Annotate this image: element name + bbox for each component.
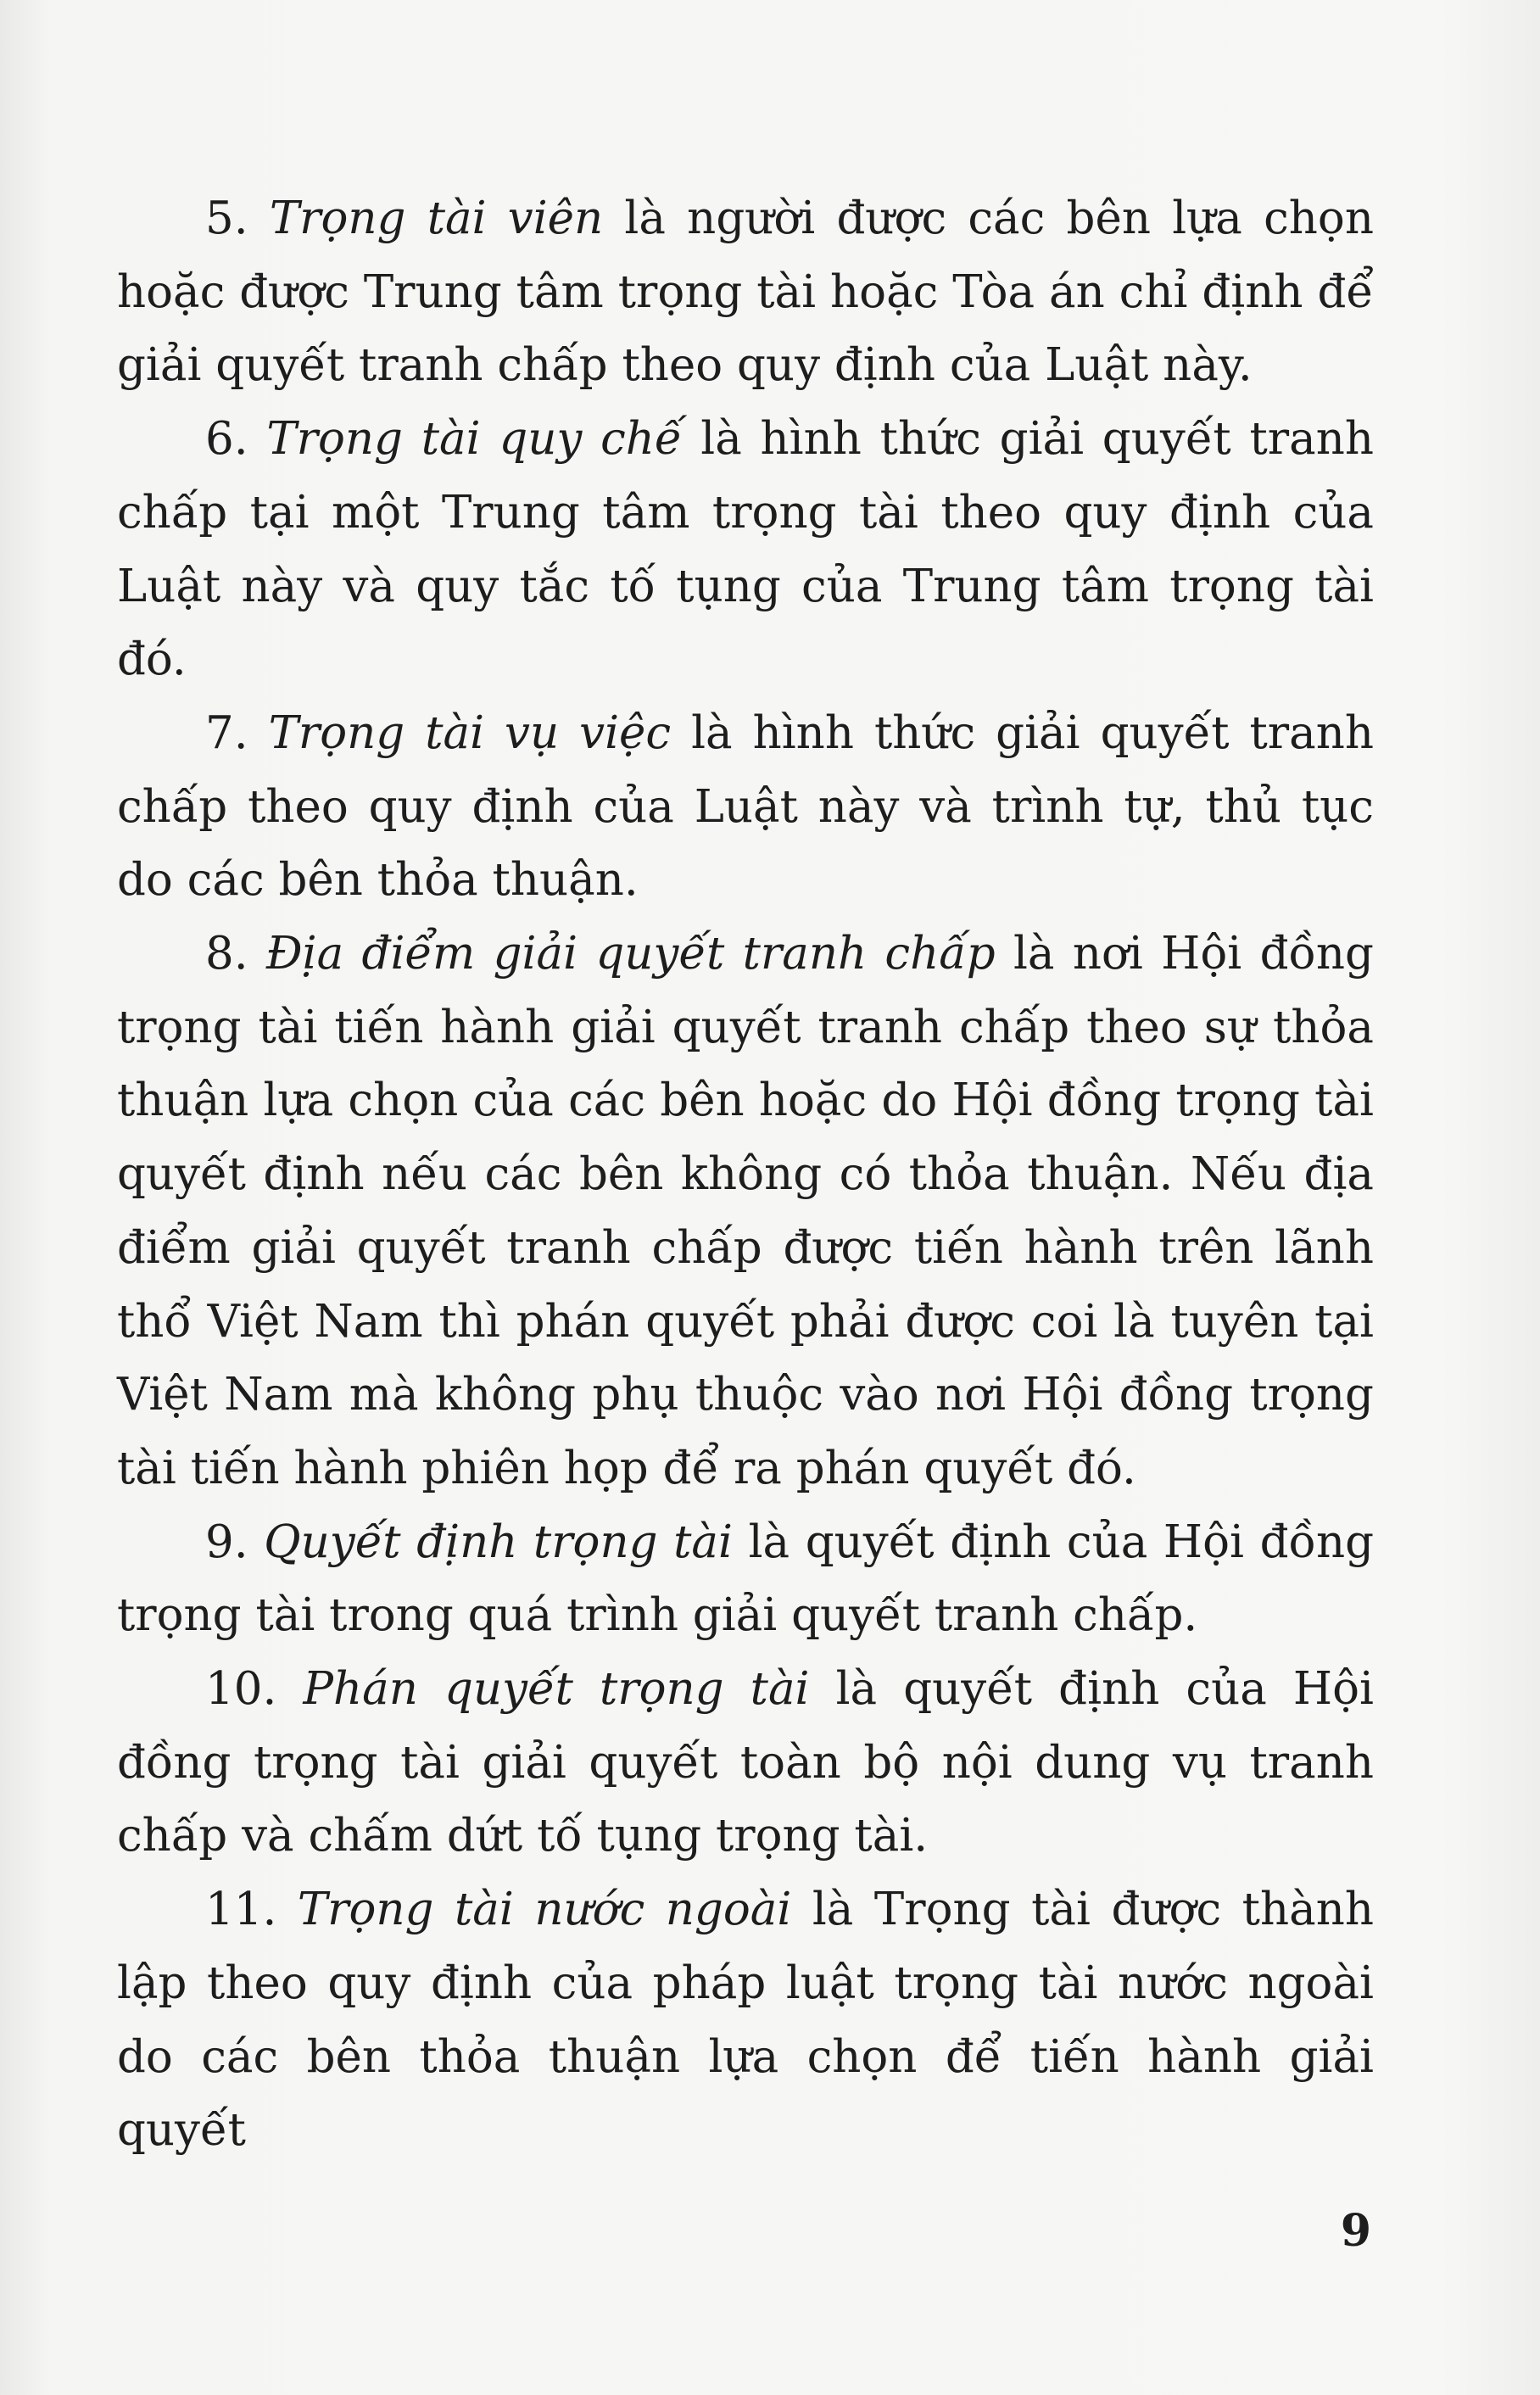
page-number: 9 [1340,2205,1372,2257]
definition-text: là nơi Hội đồng trọng tài tiến hành giải quyết tranh chấp theo sự thỏa thuận lựa chọn của các bên hoặc do Hội đồng trọng tài quyết định nếu các bên không có thỏa thuận. Nếu địa điểm giải quyết tranh chấp được tiến hành trên lãnh thổ Việt Nam thì phán quyết phải được coi là tuyên tại Việt Nam mà không phụ thuộc vào nơi Hội đồng trọng tài tiến hành phiên họp để ra phán quyết đó. [117,928,1374,1494]
definition-10 [117,1653,1374,1873]
definition-term: Địa điểm giải quyết tranh chấp [265,928,996,980]
definition-text: là quyết định của Hội đồng trọng tài trong quá trình giải quyết tranh chấp. [117,1516,1375,1642]
definition-9 [117,1506,1374,1653]
definition-5 [117,182,1374,403]
definition-term: Trọng tài nước ngoài [297,1884,792,1936]
definition-number: 5. [205,193,248,244]
definition-8 [117,918,1374,1506]
definition-number: 6. [205,413,248,466]
definition-text: là hình thức giải quyết tranh chấp theo quy định của Luật này và trình tự, thủ tục do các bên thỏa thuận. [117,706,1374,907]
definition-number: 7. [205,706,248,759]
definition-number: 10. [205,1663,277,1716]
definition-number: 11. [205,1884,277,1936]
definition-number: 8. [205,928,248,980]
definition-term: Trọng tài quy chế [266,413,683,466]
definitions-text [117,182,1374,2168]
definition-term: Trọng tài vụ việc [268,706,672,759]
definition-text: là người được các bên lựa chọn hoặc được Trung tâm trọng tài hoặc Tòa án chỉ định để giải quyết tranh chấp theo quy định của Luật này. [117,193,1374,392]
definition-term: Phán quyết trọng tài [303,1663,810,1716]
definition-text: là Trọng tài được thành lập theo quy định của pháp luật trọng tài nước ngoài do các bên thỏa thuận lựa chọn để tiến hành giải quyết [117,1884,1374,2157]
definition-term: Quyết định trọng tài [264,1516,733,1568]
definition-number: 9. [205,1516,248,1568]
definition-11 [117,1873,1374,2168]
definition-text: là quyết định của Hội đồng trọng tài giải quyết toàn bộ nội dung vụ tranh chấp và chấm dứt tố tụng trọng tài. [117,1663,1374,1862]
definition-7 [117,697,1374,918]
definition-text: là hình thức giải quyết tranh chấp tại một Trung tâm trọng tài theo quy định của Luật này và quy tắc tố tụng của Trung tâm trọng tài đó. [117,413,1374,686]
definition-term: Trọng tài viên [269,193,604,244]
definition-6 [117,403,1374,697]
